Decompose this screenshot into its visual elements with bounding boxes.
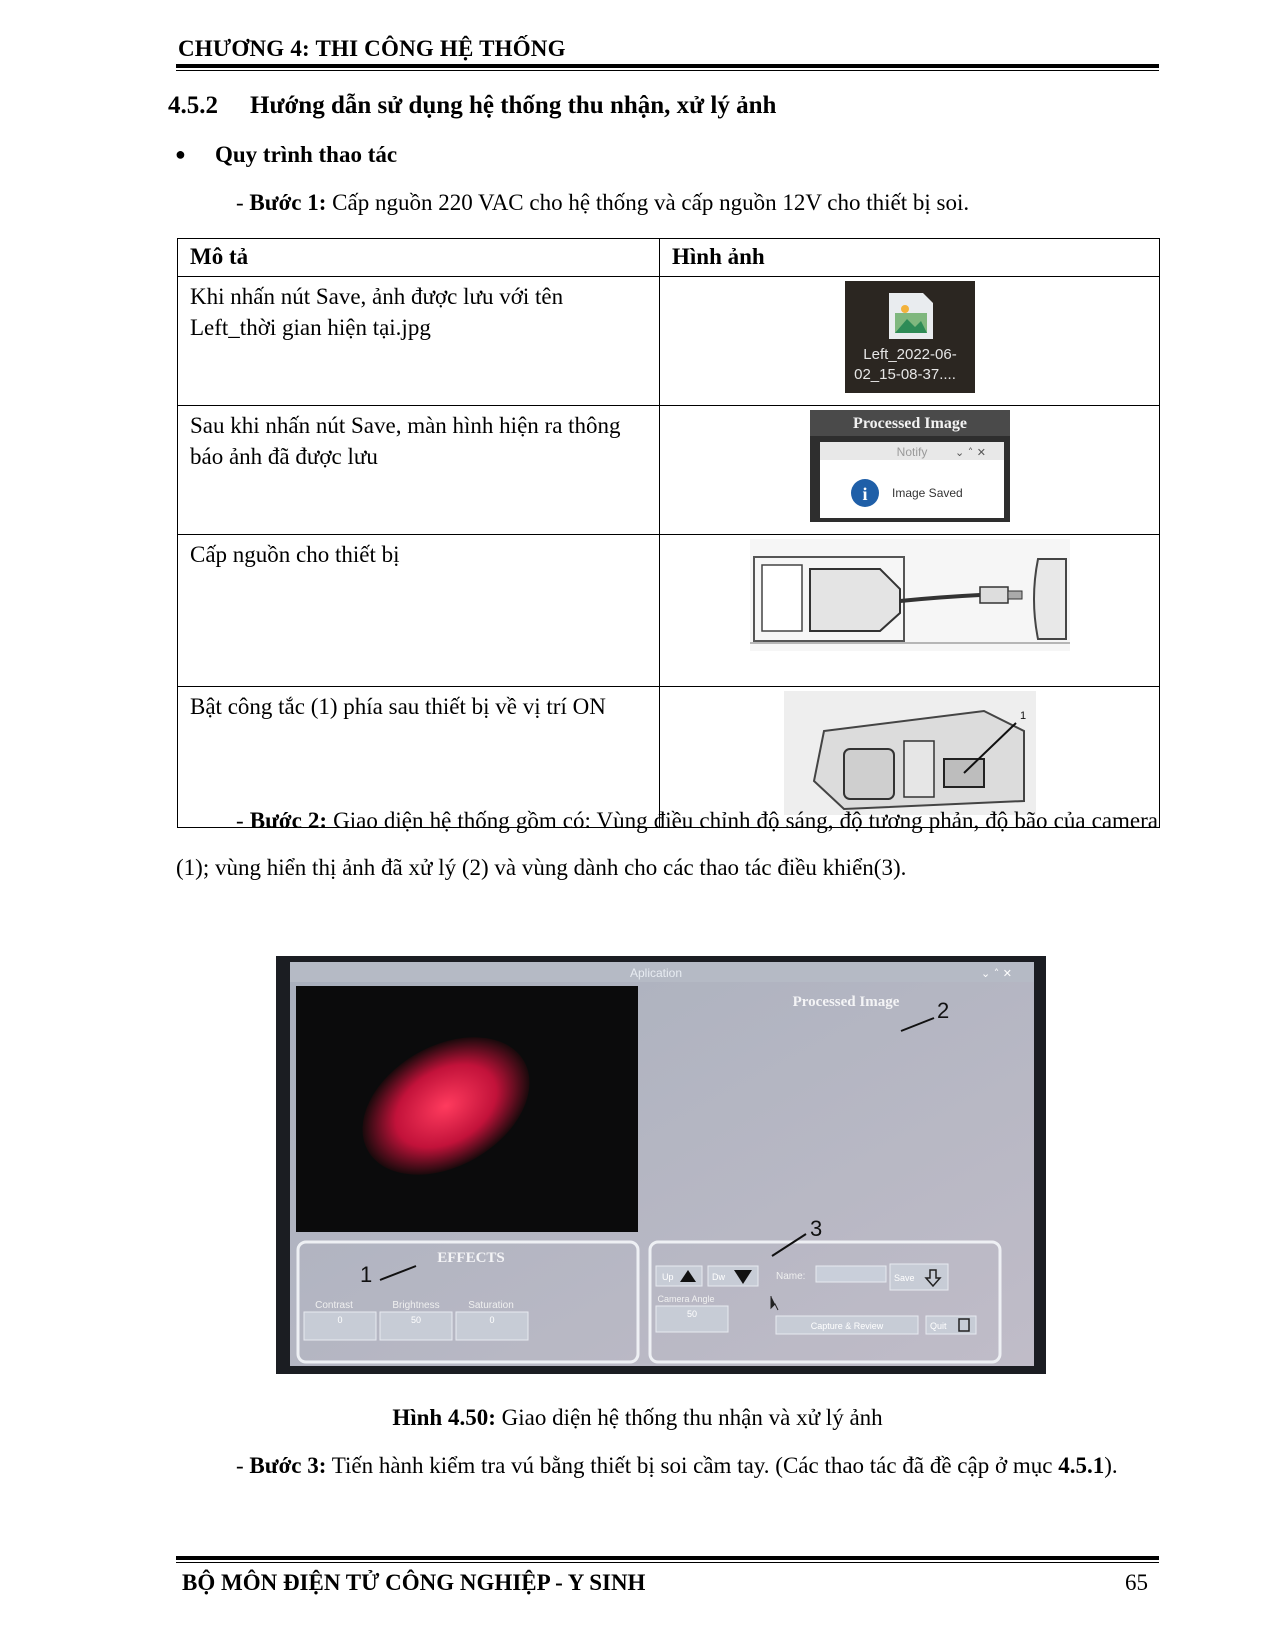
power-cable-image [750, 539, 1070, 651]
chapter-header: CHƯƠNG 4: THI CÔNG HỆ THỐNG [178, 36, 566, 61]
table-row [178, 277, 1160, 406]
section-heading [168, 92, 776, 120]
switch-callout: 1 [1019, 710, 1026, 722]
caption-label: Hình 4.50: [392, 1405, 496, 1430]
table-cell-description: Khi nhấn nút Save, ảnh được lưu với tên Left_thời gian hiện tại.jpg [178, 277, 660, 406]
notify-title: Processed Image [852, 415, 967, 432]
bullet-heading [175, 142, 397, 168]
section-title: Hướng dẫn sử dụng hệ thống thu nhận, xử lý ảnh [250, 92, 777, 119]
callout-3: 3 [810, 1216, 823, 1241]
camera-angle-value: 50 [686, 1309, 698, 1319]
footer-rule-thin [176, 1562, 1159, 1563]
svg-text:i: i [861, 484, 868, 504]
slider-value-contrast: 0 [337, 1315, 343, 1325]
step-1-prefix: - [236, 190, 250, 215]
step-2-prefix: - [236, 808, 250, 833]
instruction-table [177, 238, 1160, 828]
footer-department: BỘ MÔN ĐIỆN TỬ CÔNG NGHIỆP - Y SINH [182, 1570, 646, 1595]
table-cell-image [660, 406, 1160, 535]
table-cell-description: Sau khi nhấn nút Save, màn hình hiện ra thông báo ảnh đã được lưu [178, 406, 660, 535]
step-3-label: Bước 3: [249, 1453, 327, 1478]
camera-angle-label: Camera Angle [657, 1294, 715, 1304]
table-header-row [178, 239, 1160, 277]
effects-title: EFFECTS [437, 1250, 505, 1266]
table-cell-image [660, 277, 1160, 406]
table-cell-description: Bật công tắc (1) phía sau thiết bị về vị trí ON [178, 687, 660, 828]
page-number: 65 [1125, 1570, 1148, 1595]
step-1 [236, 190, 969, 216]
figure-caption [0, 1405, 1275, 1431]
step-3-ref: 4.5.1 [1058, 1453, 1105, 1478]
header-rule [176, 64, 1159, 68]
table-cell-image [660, 535, 1160, 687]
slider-label-brightness: Brightness [392, 1300, 440, 1311]
section-number: 4.5.2 [168, 92, 218, 119]
header-rule-thin [176, 70, 1159, 71]
slider-value-brightness: 50 [410, 1315, 422, 1325]
window-controls-icon: ⌄ ˄ ✕ [981, 967, 1012, 980]
step-1-text: Cấp nguồn 220 VAC cho hệ thống và cấp nguồn 12V cho thiết bị soi. [326, 190, 970, 215]
step-2-text: Giao diện hệ thống gồm có: Vùng điều chỉnh độ sáng, độ tương phản, độ bão của camera (1); vùng hiển thị ảnh đã xử lý (2) và vùng dành cho các thao tác điều khiển(3). [176, 808, 1158, 880]
processed-image-title: Processed Image [792, 994, 900, 1010]
step-3-text: Tiến hành kiểm tra vú bằng thiết bị soi cầm tay. (Các thao tác đã đề cập ở mục [326, 1453, 1059, 1478]
step-3-prefix: - [236, 1453, 250, 1478]
step-2-label: Bước 2: [249, 808, 328, 833]
bullet-text: Quy trình thao tác [215, 142, 398, 167]
name-label: Name: [776, 1271, 806, 1282]
step-1-label: Bước 1: [249, 190, 327, 215]
table-row [178, 406, 1160, 535]
footer-rule [176, 1556, 1159, 1560]
down-label: Dw [712, 1272, 725, 1282]
notify-dialog-image [810, 410, 1010, 522]
name-input[interactable] [816, 1266, 886, 1282]
notify-window-title: Notify [896, 445, 927, 459]
notify-message: Image Saved [891, 486, 963, 500]
file-name-line-2: 02_15-08-37.... [853, 366, 956, 383]
window-title: Aplication [629, 966, 683, 980]
table-cell-description: Cấp nguồn cho thiết bị [178, 535, 660, 687]
up-label: Up [662, 1272, 674, 1282]
step-3-tail: ). [1104, 1453, 1118, 1478]
file-name-line-1: Left_2022-06- [862, 346, 957, 363]
notify-window-controls-icon: ⌄ ˄ ✕ [954, 446, 986, 459]
slider-label-saturation: Saturation [468, 1300, 514, 1311]
callout-1: 1 [360, 1262, 373, 1287]
slider-label-contrast: Contrast [315, 1300, 353, 1311]
table-header-image: Hình ảnh [660, 239, 1160, 277]
capture-review-label: Capture & Review [810, 1321, 884, 1331]
saved-file-image [845, 281, 975, 393]
bullet-dot: ● [175, 144, 186, 164]
step-3 [176, 1442, 1158, 1489]
application-screenshot [276, 956, 1046, 1374]
step-2 [176, 797, 1158, 891]
save-label: Save [894, 1273, 915, 1283]
table-row [178, 535, 1160, 687]
quit-label: Quit [930, 1321, 947, 1331]
caption-text: Giao diện hệ thống thu nhận và xử lý ảnh [495, 1405, 883, 1430]
slider-value-saturation: 0 [489, 1315, 495, 1325]
table-header-description: Mô tả [178, 239, 660, 277]
callout-2: 2 [937, 998, 950, 1023]
